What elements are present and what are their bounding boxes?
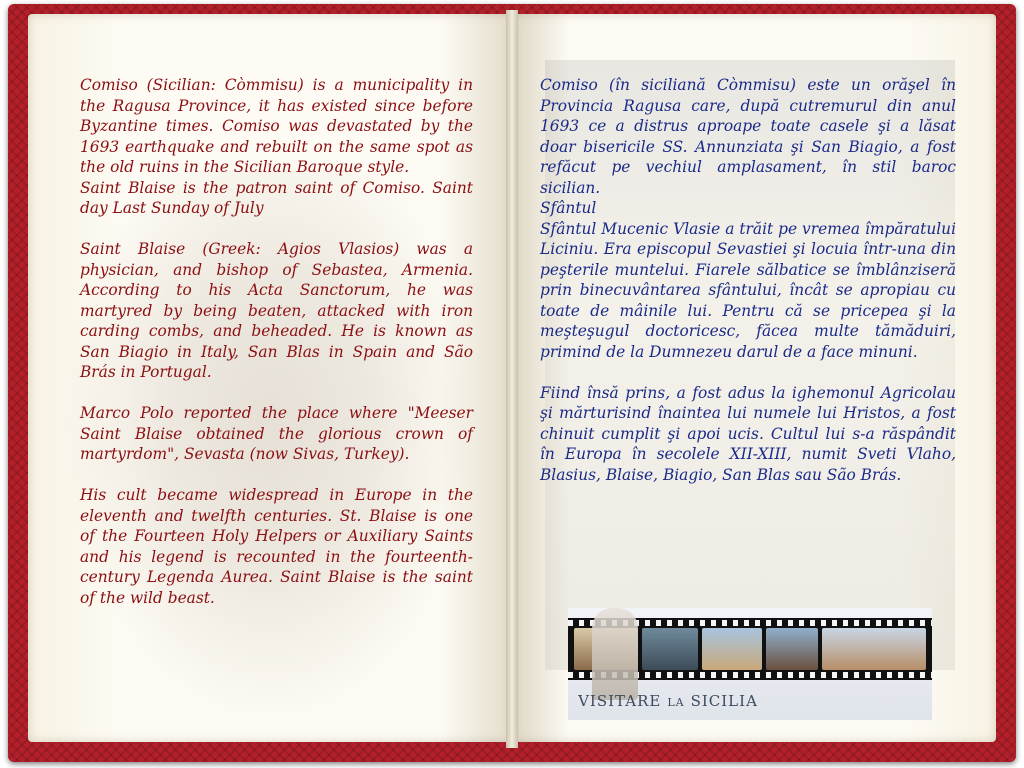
film-frame-photo <box>642 628 698 670</box>
film-frame-photo <box>702 628 762 670</box>
paragraph: His cult became widespread in Europe in the eleventh and twelfth centuries. St. Blaise is one of the Fourteen Holy Helpers or Auxiliary Saints and his legend is recounted in the fourteenth-century Legenda Aurea. Saint Blaise is the saint of the wild beast. <box>80 486 473 607</box>
film-frame-photo <box>822 628 926 670</box>
banner-word: LA <box>667 696 685 709</box>
banner-word: SICILIA <box>690 692 758 710</box>
banner-word: VISITARE <box>578 692 662 710</box>
paragraph: Comiso (Sicilian: Còmmisu) is a municipality in the Ragusa Province, it has existed since before Byzantine times. Comiso was devastated by the 1693 earthquake and rebuilt on the same spot as the old ruins in the Sicilian Baroque style. <box>80 76 473 176</box>
film-frame-photo <box>766 628 818 670</box>
paragraph: Fiind însă prins, a fost adus la ighemonul Agricolau şi mărturisind înaintea lui numele lui Hristos, a fost chinuit cumplit şi apoi ucis. Cultul lui s-a răspândit în Europa în secolele XII-XIII, numit Sveti Vlaho, Blasius, Blaise, Biagio, San Blas sau São Brás. <box>540 383 956 484</box>
paragraph: Saint Blaise (Greek: Agios Vlasios) was a physician, and bishop of Sebastea, Armenia. According to his Acta Sanctorum, he was martyred by being beaten, attacked with iron carding combs, and beheaded. He is known as San Biagio in Italy, San Blas in Spain and São Brás in Portugal. <box>80 240 473 381</box>
tourist-photo <box>592 608 638 700</box>
visitare-la-sicilia-banner <box>568 608 932 720</box>
banner-title <box>568 692 768 710</box>
paragraph: Comiso (în siciliană Còmmisu) este un orăşel în Provincia Ragusa care, după cutremurul din anul 1693 ce a distrus aproape toate casele şi a lăsat doar bisericile SS. Annunziata şi San Biagio, a fost refăcut pe vechiul amplasament, în stil baroc sicilian. <box>540 76 956 197</box>
left-page-text <box>80 75 473 608</box>
paragraph: Sfântul <box>540 199 597 217</box>
right-page-text <box>540 75 956 485</box>
paragraph: Saint Blaise is the patron saint of Comiso. Saint day Last Sunday of July <box>80 178 473 217</box>
paragraph: Marco Polo reported the place where "Meeser Saint Blaise obtained the glorious crown of martyrdom", Sevasta (now Sivas, Turkey). <box>80 404 473 463</box>
paragraph: Sfântul Mucenic Vlasie a trăit pe vremea împăratului Liciniu. Era episcopul Sevastiei şi locuia într-una din peşterile muntelui. Fiarele sălbatice se îmblânziseră prin binecuvântarea sfântului, încât se apropiau cu toate de mâinile lui. Pentru că se pricepea şi la meşteşugul doctoricesc, făcea multe tămăduiri, primind de la Dumnezeu darul de a face minuni. <box>540 219 956 361</box>
book-spine <box>506 10 518 748</box>
